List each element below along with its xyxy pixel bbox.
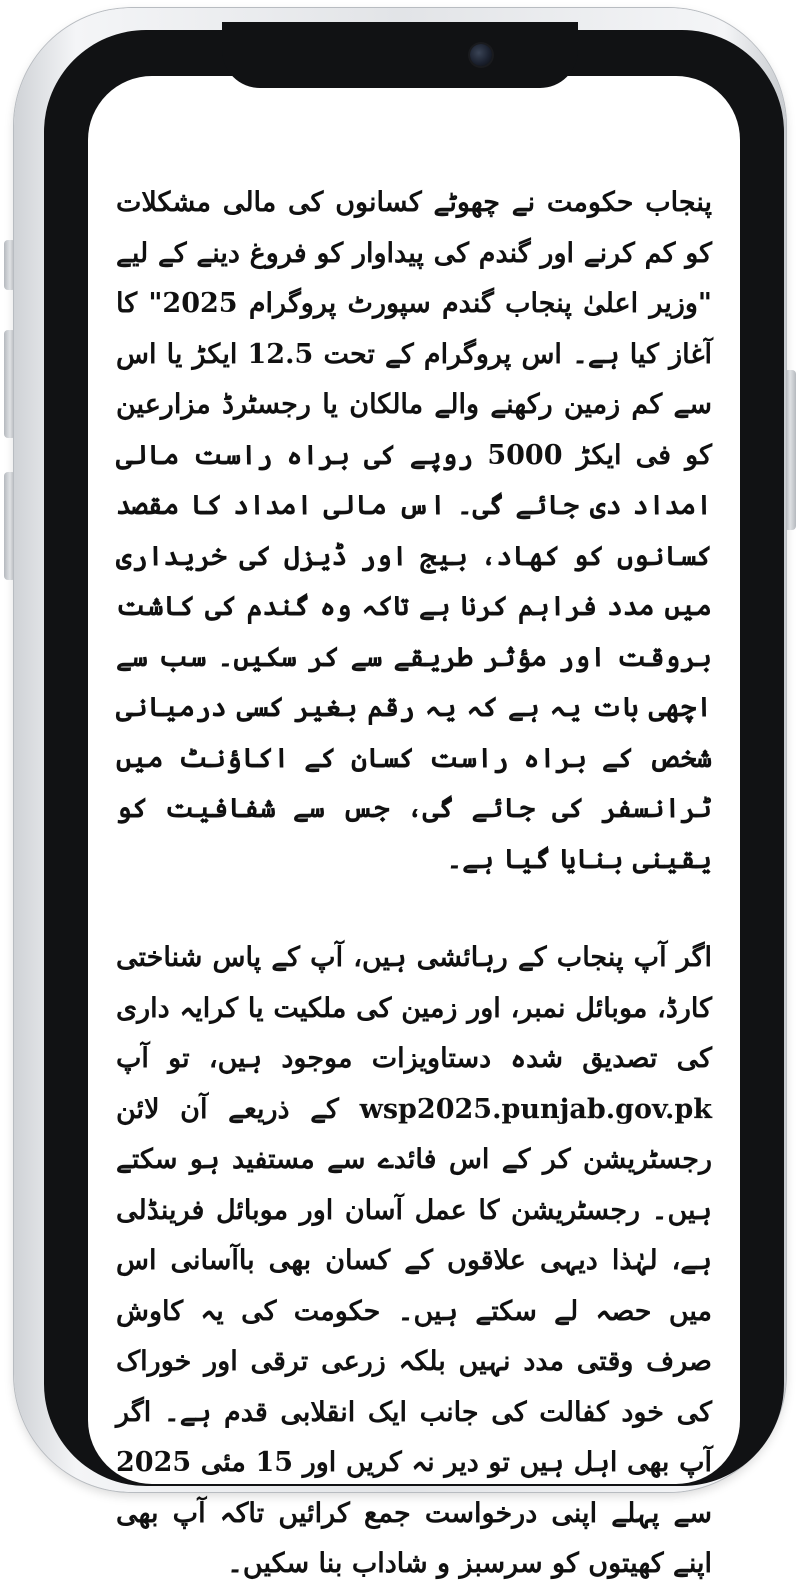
front-camera-icon [470,44,492,66]
phone-screen[interactable] [88,76,740,1579]
article-paragraph-1: پنجاب حکومت نے چھوٹے کسانوں کی مالی مشکلات کو کم کرنے اور گندم کی پیداوار کو فروغ دینے کے لیے "وزیر اعلیٰ پنجاب گندم سپورٹ پروگرام 2025" کا آغاز کیا ہے۔ اس پروگرام کے تحت 12.5 ایکڑ یا اس سے کم زمین رکھنے والے مالکان یا رجسٹرڈ مزارعین کو فی ایکڑ 5000 روپے کی براہ راست مالی امداد دی جائے گی۔ اس مالی امداد کا مقصد کسانوں کو کھاد، بیج اور ڈیزل کی خریداری میں مدد فراہم کرنا ہے تاکہ وہ گندم کی کاشت بروقت اور مؤثر طریقے سے کر سکیں۔ سب سے اچھی بات یہ ہے کہ یہ رقم بغیر کسی درمیانی شخص کے براہ راست کسان کے اکاؤنٹ میں ٹرانسفر کی جائے گی، جس سے شفافیت کو یقینی بنایا گیا ہے۔ [116,187,712,875]
article-paragraph-2: اگر آپ پنجاب کے رہائشی ہیں، آپ کے پاس شناختی کارڈ، موبائل نمبر، اور زمین کی ملکیت یا کرایہ داری کی تصدیق شدہ دستاویزات موجود ہیں، تو آپ wsp2025.punjab.gov.pk کے ذریعے آن لائن رجسٹریشن کر کے اس فائدے سے مستفید ہو سکتے ہیں۔ رجسٹریشن کا عمل آسان اور موبائل فرینڈلی ہے، لہٰذا دیہی علاقوں کے کسان بھی باآسانی اس میں حصہ لے سکتے ہیں۔ حکومت کی یہ کاوش صرف وقتی مدد نہیں بلکہ زرعی ترقی اور خوراک کی خود کفالت کی جانب ایک انقلابی قدم ہے۔ اگر آپ بھی اہل ہیں تو دیر نہ کریں اور 15 مئی 2025 سے پہلے اپنی درخواست جمع کرائیں تاکہ آپ بھی اپنے کھیتوں کو سرسبز و شاداب بنا سکیں۔ [116,942,712,1579]
article-body [88,178,740,1590]
notch [222,22,578,88]
